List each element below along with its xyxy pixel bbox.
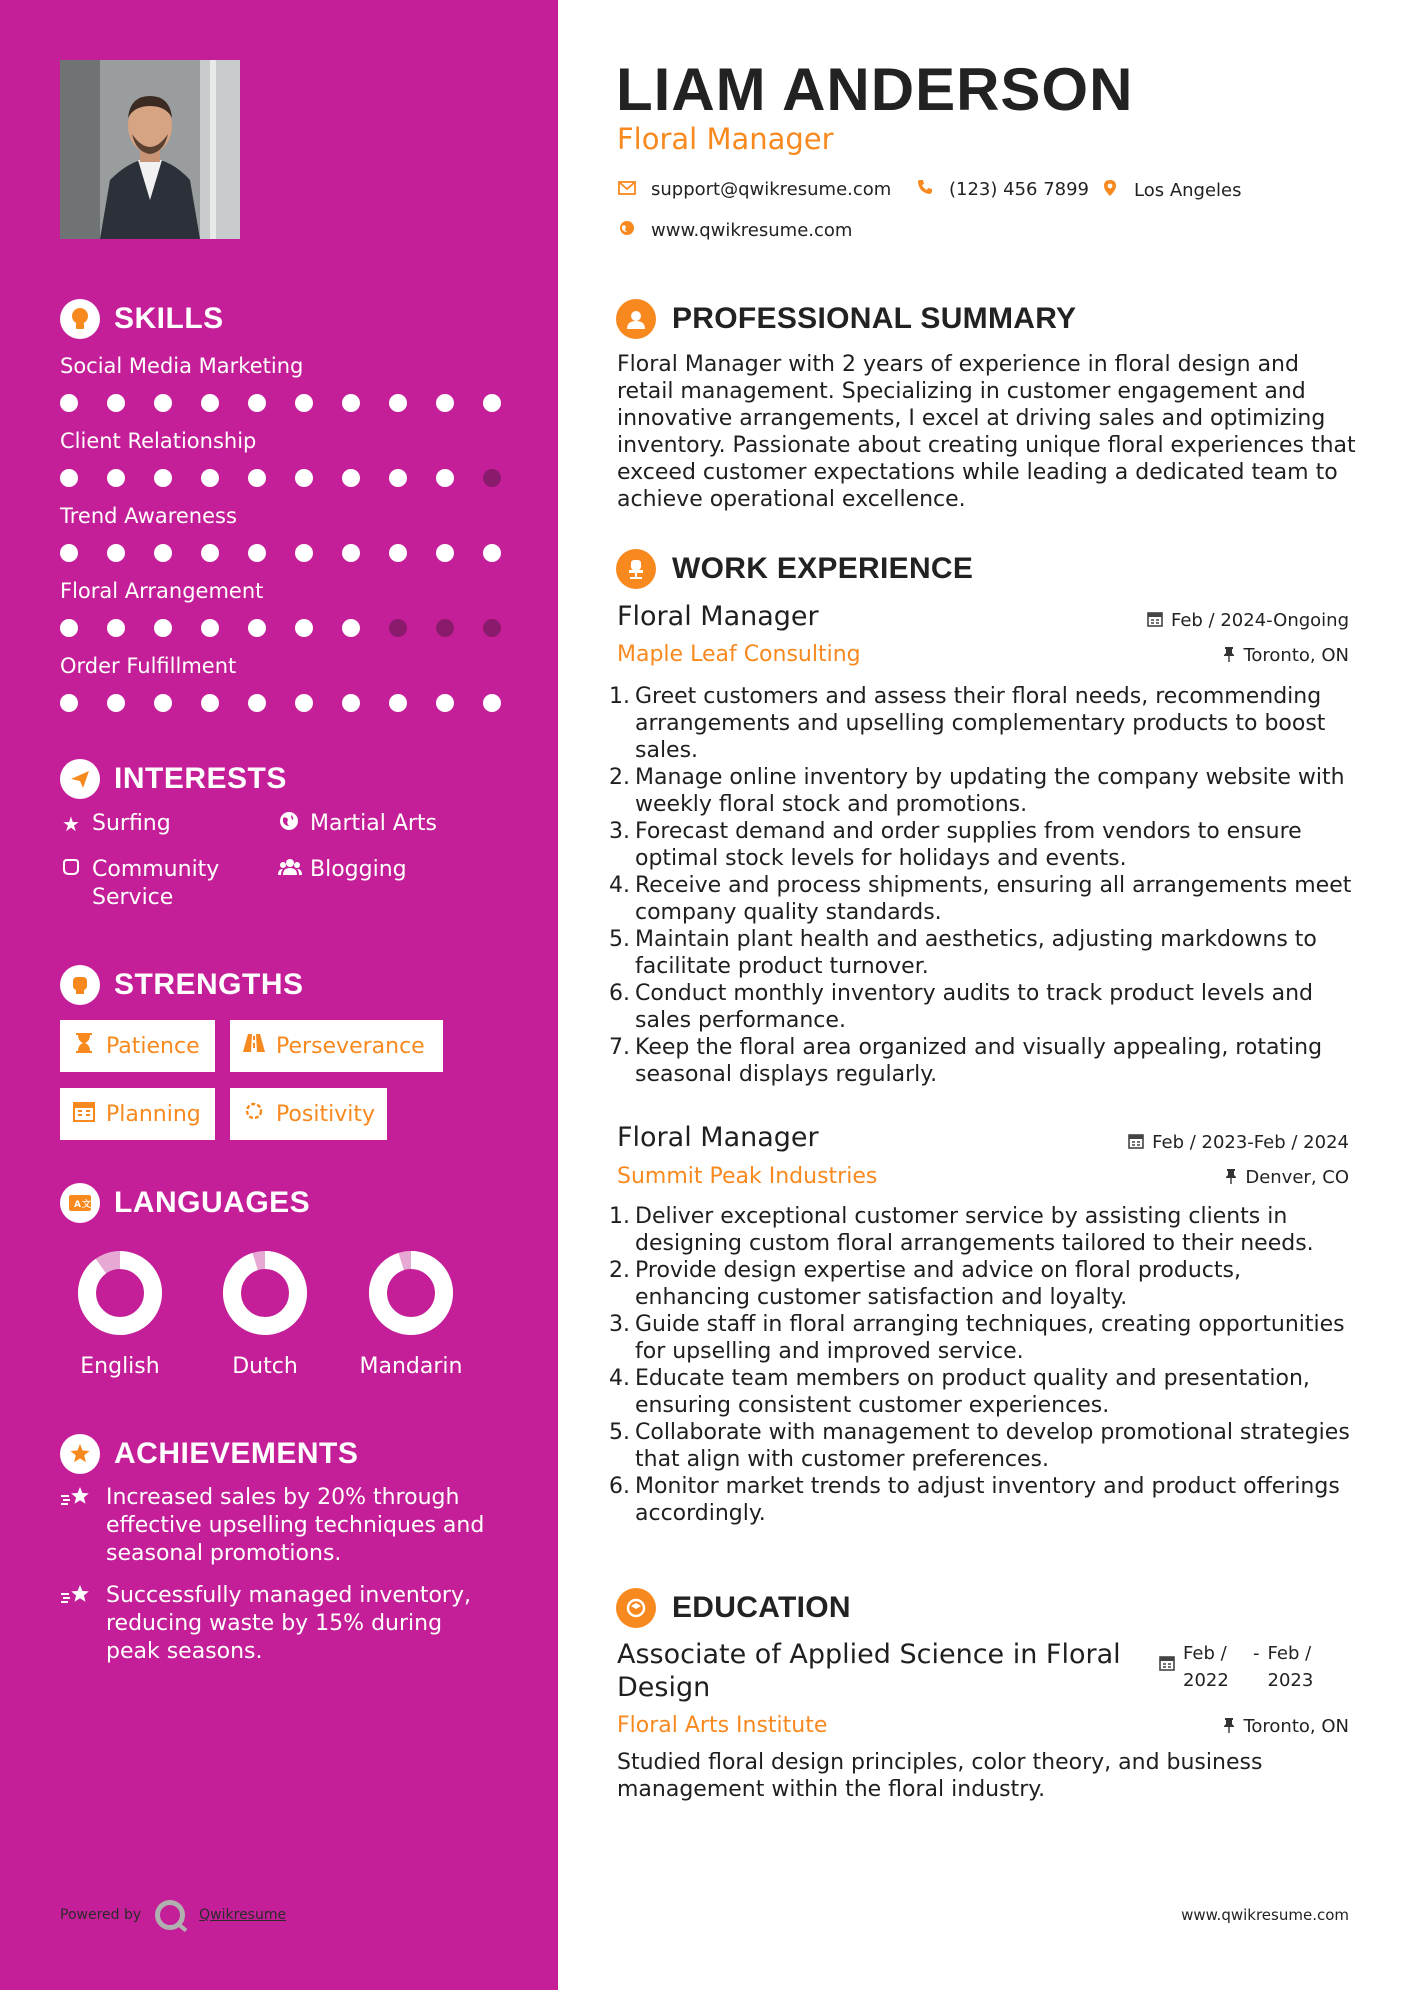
list-item: 5. Maintain plant health and aesthetics, adjusting markdowns to facilitate product turnover. [609, 927, 1317, 979]
language-item [336, 1250, 486, 1379]
language-item [45, 1250, 195, 1379]
skill-item [60, 352, 500, 414]
job-responsibilities [609, 683, 1362, 1088]
star-icon: ★ [62, 812, 80, 836]
achievement-item [60, 1582, 500, 1666]
calendar-icon [72, 1100, 96, 1128]
job-company: Maple Leaf Consulting [617, 642, 861, 667]
skill-dot-filled [154, 619, 172, 637]
skill-dot-empty [436, 619, 454, 637]
pushpin-icon [1223, 646, 1235, 666]
summary-text: Floral Manager with 2 years of experience in floral design and retail management. Specializing in customer engagement and innovative arrangements, I excel at driving sales and optimizing inventory. Passionate about creating unique floral experiences that exceed customer expectations while leading a dedicated team to achieve operational excellence. [617, 352, 1356, 512]
language-ring [368, 1250, 454, 1336]
skill-name: Floral Arrangement [60, 579, 264, 603]
job-dates-text: Feb / 2023-Feb / 2024 [1152, 1132, 1349, 1153]
list-item: 6. Monitor market trends to adjust inventory and product offerings accordingly. [609, 1474, 1340, 1526]
skill-dot-filled [201, 394, 219, 412]
strength-label: Perseverance [276, 1033, 425, 1059]
strength-tag [230, 1020, 443, 1072]
strength-label: Patience [106, 1033, 200, 1059]
job-location-text: Denver, CO [1245, 1167, 1349, 1188]
globe-icon [278, 810, 300, 838]
skill-dot-filled [389, 544, 407, 562]
skill-dot-filled [154, 544, 172, 562]
qwikresume-link[interactable]: Qwikresume [199, 1907, 287, 1923]
skills-heading [60, 299, 224, 339]
skill-item [60, 652, 500, 714]
education-location [1223, 1716, 1349, 1737]
degree-title: Associate of Applied Science in Floral Design [617, 1639, 1121, 1703]
achievement-item [60, 1484, 500, 1568]
calendar-icon [1128, 1133, 1144, 1153]
lightbulb-icon [60, 299, 100, 339]
contact-location [1100, 179, 1242, 202]
shooting-star-icon [60, 1582, 92, 1666]
language-ring [77, 1250, 163, 1336]
skill-dot-filled [436, 394, 454, 412]
skill-dot-filled [389, 394, 407, 412]
skill-dot-filled [201, 469, 219, 487]
skill-dot-filled [248, 544, 266, 562]
strength-tag [230, 1088, 387, 1140]
job-dates [1128, 1132, 1349, 1153]
skill-rating [60, 542, 500, 564]
envelope-icon [617, 180, 637, 200]
profile-photo-image [60, 60, 240, 239]
phone-link[interactable]: (123) 456 7899 [949, 179, 1090, 200]
language-name: English [80, 1354, 160, 1379]
shooting-star-icon [60, 1484, 92, 1568]
list-item: 2. Manage online inventory by updating the company website with weekly floral stock and promotions. [609, 765, 1345, 817]
language-icon [60, 1183, 100, 1223]
calendar-icon [1147, 611, 1163, 631]
education-location-text: Toronto, ON [1243, 1716, 1349, 1737]
interest-label: Blogging [310, 857, 407, 882]
interests-title: INTERESTS [114, 762, 287, 795]
interest-item [60, 810, 171, 838]
skill-dot-filled [342, 394, 360, 412]
interests-heading [60, 759, 287, 799]
list-item: 5. Collaborate with management to develop promotional strategies that align with customer preferences. [609, 1420, 1350, 1472]
website-link[interactable]: www.qwikresume.com [651, 220, 853, 241]
skill-dot-filled [107, 694, 125, 712]
email-link[interactable]: support@qwikresume.com [651, 179, 892, 200]
summary-title: PROFESSIONAL SUMMARY [672, 302, 1077, 335]
strengths-heading [60, 965, 304, 1005]
language-ring-fill [232, 1260, 298, 1326]
language-ring-fill [378, 1260, 444, 1326]
job-location-text: Toronto, ON [1243, 645, 1349, 666]
contact-website [617, 220, 852, 241]
strength-tag [60, 1088, 215, 1140]
skill-dot-filled [483, 544, 501, 562]
list-item: 7. Keep the floral area organized and visually appealing, rotating seasonal displays regularly. [609, 1035, 1323, 1087]
skill-dot-filled [60, 619, 78, 637]
graduation-icon [616, 1588, 656, 1628]
skill-dot-filled [342, 469, 360, 487]
job-title: Floral Manager [617, 601, 819, 632]
list-item: 3. Guide staff in floral arranging techniques, creating opportunities for upselling and improved service. [609, 1312, 1345, 1364]
skill-dot-filled [107, 619, 125, 637]
phone-icon [915, 179, 935, 200]
skill-dot-filled [248, 394, 266, 412]
skill-dot-filled [389, 469, 407, 487]
achievement-text: Successfully managed inventory, reducing waste by 15% during peak seasons. [106, 1583, 471, 1664]
svg-text:A: A [74, 1200, 81, 1210]
strengths-title: STRENGTHS [114, 968, 304, 1001]
skill-item [60, 427, 500, 489]
skill-dot-filled [295, 694, 313, 712]
skill-dot-empty [483, 619, 501, 637]
candidate-role: Floral Manager [617, 122, 834, 156]
skill-dot-filled [342, 544, 360, 562]
globe-icon [617, 220, 637, 241]
pushpin-icon [1223, 1717, 1235, 1737]
skill-rating [60, 692, 500, 714]
skill-name: Trend Awareness [60, 504, 237, 528]
achievements-heading [60, 1434, 358, 1474]
contact-phone [915, 179, 1089, 200]
skill-dot-filled [107, 394, 125, 412]
list-item: 1. Greet customers and assess their floral needs, recommending arrangements and upselling complementary products to boost sales. [609, 684, 1326, 763]
job-company: Summit Peak Industries [617, 1164, 878, 1189]
skill-dot-filled [248, 619, 266, 637]
skill-rating [60, 617, 500, 639]
skill-rating [60, 467, 500, 489]
paper-plane-icon [60, 759, 100, 799]
job-responsibilities [609, 1203, 1362, 1527]
language-item [190, 1250, 340, 1379]
hand-icon [60, 856, 82, 912]
skill-name: Order Fulfillment [60, 654, 237, 678]
list-item: 4. Receive and process shipments, ensuring all arrangements meet company quality standards. [609, 873, 1352, 925]
skill-dot-filled [201, 619, 219, 637]
job-location [1225, 1167, 1349, 1188]
skill-dot-filled [295, 394, 313, 412]
skill-dot-empty [483, 469, 501, 487]
job-title: Floral Manager [617, 1122, 819, 1153]
skill-dot-filled [60, 544, 78, 562]
location-text: Los Angeles [1134, 180, 1242, 201]
interest-label: Martial Arts [310, 811, 438, 836]
skill-rating [60, 392, 500, 414]
education-start-date: Feb / 2022 [1183, 1643, 1229, 1691]
skill-item [60, 577, 500, 639]
skill-dot-filled [154, 394, 172, 412]
calendar-icon [1159, 1652, 1175, 1694]
skill-dot-filled [436, 469, 454, 487]
office-chair-icon [616, 549, 656, 589]
skill-dot-filled [295, 619, 313, 637]
strength-tag [60, 1020, 215, 1072]
skill-dot-filled [436, 544, 454, 562]
education-end-date: Feb / 2023 [1267, 1643, 1314, 1691]
skill-dot-filled [483, 394, 501, 412]
languages-heading [60, 1183, 310, 1223]
education-description: Studied floral design principles, color theory, and business management within the floral industry. [617, 1750, 1263, 1802]
qwikresume-logo-icon [155, 1900, 185, 1930]
interest-label: Surfing [92, 811, 171, 836]
contact-email [617, 179, 891, 200]
skill-name: Social Media Marketing [60, 354, 304, 378]
skill-dot-filled [154, 694, 172, 712]
skill-dot-empty [389, 619, 407, 637]
education-dates: Feb / 2022 - Feb / 2023 [1159, 1640, 1318, 1694]
skill-item [60, 502, 500, 564]
skill-name: Client Relationship [60, 429, 257, 453]
language-ring-fill [87, 1260, 153, 1326]
skill-dot-filled [60, 394, 78, 412]
user-icon [616, 299, 656, 339]
skill-dot-filled [60, 469, 78, 487]
road-icon [242, 1033, 266, 1059]
job-location [1223, 645, 1349, 666]
skill-dot-filled [248, 694, 266, 712]
users-icon [278, 856, 300, 884]
education-title: EDUCATION [672, 1591, 851, 1624]
skill-dot-filled [201, 694, 219, 712]
skill-dot-filled [342, 694, 360, 712]
powered-by [60, 1900, 286, 1930]
list-item: 6. Conduct monthly inventory audits to track product levels and sales performance. [609, 981, 1314, 1033]
interest-item [278, 856, 407, 884]
hourglass-icon [72, 1032, 96, 1060]
summary-heading [616, 299, 1076, 339]
skill-dot-filled [107, 544, 125, 562]
skills-title: SKILLS [114, 302, 224, 335]
map-pin-icon [1100, 179, 1120, 202]
strength-label: Positivity [275, 1101, 375, 1127]
candidate-name: LIAM ANDERSON [616, 56, 1134, 123]
languages-title: LANGUAGES [114, 1186, 311, 1219]
skill-dot-filled [483, 694, 501, 712]
fist-icon [60, 965, 100, 1005]
strength-label: Planning [106, 1101, 201, 1127]
experience-title: WORK EXPERIENCE [672, 552, 974, 585]
education-heading [616, 1588, 851, 1628]
sidebar [0, 0, 558, 1990]
skill-dot-filled [436, 694, 454, 712]
main-content [558, 0, 1407, 1990]
skill-dot-filled [248, 469, 266, 487]
job-dates-text: Feb / 2024-Ongoing [1170, 610, 1349, 631]
achievements-title: ACHIEVEMENTS [114, 1437, 359, 1470]
achievement-text: Increased sales by 20% through effective upselling techniques and seasonal promotions. [106, 1485, 485, 1566]
pushpin-icon [1225, 1168, 1237, 1188]
skill-dot-filled [295, 544, 313, 562]
language-name: Dutch [232, 1354, 298, 1379]
skill-dot-filled [60, 694, 78, 712]
language-name: Mandarin [359, 1354, 463, 1379]
skill-dot-filled [107, 469, 125, 487]
skill-dot-filled [154, 469, 172, 487]
skill-dot-filled [389, 694, 407, 712]
language-ring [222, 1250, 308, 1336]
svg-text:文: 文 [82, 1200, 92, 1210]
skill-dot-filled [342, 619, 360, 637]
skill-dot-filled [295, 469, 313, 487]
skill-dot-filled [201, 544, 219, 562]
list-item: 3. Forecast demand and order supplies from vendors to ensure optimal stock levels for holidays and events. [609, 819, 1302, 871]
list-item: 4. Educate team members on product quality and presentation, ensuring consistent customer experiences. [609, 1366, 1310, 1418]
school-name: Floral Arts Institute [617, 1713, 828, 1738]
list-item: 1. Deliver exceptional customer service by assisting clients in designing custom floral arrangements tailored to their needs. [609, 1204, 1314, 1256]
profile-photo [60, 60, 240, 239]
footer-url[interactable]: www.qwikresume.com [1181, 1906, 1349, 1924]
powered-by-label: Powered by [60, 1907, 142, 1923]
job-dates [1147, 610, 1349, 631]
sun-icon [242, 1100, 266, 1128]
interest-label: Community Service [92, 857, 220, 910]
list-item: 2. Provide design expertise and advice on floral products, enhancing customer satisfaction and loyalty. [609, 1258, 1241, 1310]
award-star-icon [60, 1434, 100, 1474]
interest-item [278, 810, 437, 838]
interest-item [60, 856, 260, 912]
experience-heading [616, 549, 973, 589]
